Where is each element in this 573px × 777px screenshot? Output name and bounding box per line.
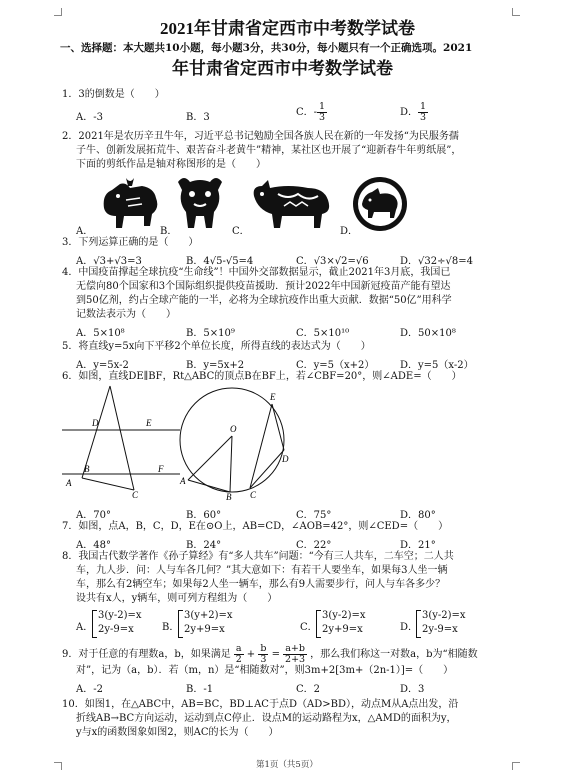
crop-mark-bottom-right bbox=[512, 762, 520, 770]
question-5-stem: 5．将直线y=5x向下平移2个单位长度，所得直线的表达式为（ ） bbox=[62, 341, 371, 352]
crop-mark-top-right bbox=[512, 8, 520, 16]
question-6-stem: 6．如图，直线DE∥BF，Rt△ABC的顶点B在BF上，若∠CBF=20°，则∠ADE=（ ） bbox=[62, 371, 462, 382]
question-8-line2: 车，九人步．问：人与车各几何？”其大意如下：有若干人要坐车，如果每3人坐一辆 bbox=[76, 565, 448, 576]
q1-option-d: D． $\frac{1}{3}$ bbox=[400, 101, 427, 123]
q2-option-d: D． bbox=[340, 226, 359, 237]
q9-option-b: B．-1 bbox=[186, 684, 214, 695]
question-8-line1: 8．我国古代数学著作《孙子算经》有“多人共车”问题：“今有三人共车，二车空；二人共 bbox=[62, 551, 454, 562]
q8-option-d-eq1: 3(y-2)=x bbox=[422, 610, 466, 621]
question-3-stem: 3．下列运算正确的是（ ） bbox=[62, 237, 199, 248]
question-9-line2: 对”，记为（a，b）．若（m，n）是“相随数对”，则3m+2[3m+（2n-1）]=（ ） bbox=[76, 665, 454, 676]
page-footer: 第1页（共5页） bbox=[256, 760, 318, 770]
q4-option-b: B．5×10⁹ bbox=[186, 328, 235, 339]
question-10-line3: y与x的函数图象如图2，则AC的长为（ ） bbox=[76, 727, 279, 738]
papercut-ox-d-image bbox=[352, 176, 408, 232]
label-d7: D bbox=[282, 454, 289, 464]
q7-option-c: C．22° bbox=[296, 540, 332, 551]
q8-option-b-eq1: 3(y+2)=x bbox=[184, 610, 233, 621]
segment-ob bbox=[230, 436, 232, 492]
q6-option-a: A．70° bbox=[76, 510, 111, 521]
q3-option-d: D．√32÷√8=4 bbox=[400, 256, 473, 267]
question-9-line1: 9．对于任意的有理数a，b，如果满足 $\frac{a}{2}$ + $\frac{b}{3}$ = $\frac{a+b}{2+3}$ ，那么我们称这一对数a，b为“相随数 bbox=[62, 643, 478, 665]
q5-option-b: B．y=5x+2 bbox=[186, 360, 245, 371]
label-f: F bbox=[158, 464, 164, 474]
label-a7: A bbox=[180, 476, 186, 486]
q6-option-d: D．80° bbox=[400, 510, 436, 521]
q8-option-a-label: A． bbox=[76, 622, 94, 633]
q3-option-b: B．4√5-√5=4 bbox=[186, 256, 254, 267]
question-10-line2: 折线AB→BC方向运动，运动到点C停止．设点M的运动路程为x，△AMD的面积为y， bbox=[76, 713, 457, 724]
papercut-ox-a-image bbox=[96, 174, 164, 230]
papercut-ox-c-image bbox=[248, 176, 334, 230]
q8-option-b-brace bbox=[178, 610, 183, 638]
question-2-line1: 2．2021年是农历辛丑牛年，习近平总书记勉励全国各族人民在新的一年发扬“为民服务孺 bbox=[62, 131, 459, 142]
page-title: 2021年甘肃省定西市中考数学试卷 bbox=[160, 19, 415, 38]
segment-oa bbox=[188, 436, 232, 480]
segment-bc bbox=[82, 478, 134, 490]
section-heading bbox=[60, 40, 472, 55]
q8-option-d-brace bbox=[416, 610, 421, 638]
q5-option-a: A．y=5x-2 bbox=[76, 360, 129, 371]
q7-option-b: B．24° bbox=[186, 540, 222, 551]
q5-option-c: C．y=5（x+2） bbox=[296, 360, 375, 371]
q5-option-d: D．y=5（x-2） bbox=[400, 360, 474, 371]
q1-option-a: A．-3 bbox=[76, 112, 103, 123]
question-4-line3: 到50亿剂，约占全球产能的一半，必将为全球抗疫作出重大贡献．数据“50亿”用科学 bbox=[76, 295, 452, 306]
q8-option-a-eq1: 3(y-2)=x bbox=[98, 610, 142, 621]
q6-figure bbox=[62, 384, 182, 500]
label-o: O bbox=[230, 424, 237, 434]
q8-option-d-eq2: 2y-9=x bbox=[422, 624, 458, 635]
page-title-repeat: 年甘肃省定西市中考数学试卷 bbox=[172, 59, 393, 78]
segment-ab2 bbox=[188, 480, 230, 492]
q1-option-c: C．- $\frac{1}{3}$ bbox=[296, 101, 326, 123]
question-8-line3: 车，那么有2辆空车；如果每2人坐一辆车，那么有9人需要步行，问人与车各多少？ bbox=[76, 579, 446, 590]
section-text: 一、选择题：本大题共10小题，每小题3分，共30分，每小题只有一个正确选项。2021 bbox=[60, 42, 473, 54]
q9-option-a: A．-2 bbox=[76, 684, 103, 695]
label-d: D bbox=[92, 418, 99, 428]
question-4-line2: 无偿向80个国家和3个国际组织提供疫苗援助．预计2022年中国新冠疫苗产能有望达 bbox=[76, 281, 451, 292]
q7-figure bbox=[174, 384, 290, 502]
label-b: B bbox=[84, 464, 90, 474]
label-b7: B bbox=[226, 492, 232, 502]
q1-option-b: B．3 bbox=[186, 112, 210, 123]
q6-option-b: B．60° bbox=[186, 510, 222, 521]
q8-option-c-label: C． bbox=[300, 622, 318, 633]
q8-option-a-eq2: 2y-9=x bbox=[98, 624, 134, 635]
q4-option-a: A．5×10⁸ bbox=[76, 328, 125, 339]
question-4-line4: 记数法表示为（ ） bbox=[76, 309, 176, 320]
crop-mark-bottom-left bbox=[54, 762, 62, 770]
q8-option-c-brace bbox=[316, 610, 321, 638]
question-7-stem: 7．如图，点A，B，C，D，E在⊙O上，AB=CD，∠AOB=42°，则∠CED=（ ） bbox=[62, 521, 449, 532]
question-2-line3: 下面的剪纸作品是轴对称图形的是（ ） bbox=[76, 159, 266, 170]
q8-option-b-eq2: 2y+9=x bbox=[184, 624, 225, 635]
question-2-line2: 子牛、创新发展拓荒牛、艰苦奋斗老黄牛”精神，某社区也开展了“迎新春牛年剪纸展”， bbox=[76, 145, 462, 156]
q2-option-c: C． bbox=[232, 226, 250, 237]
q8-option-c-eq1: 3(y-2)=x bbox=[322, 610, 366, 621]
q2-option-b: B． bbox=[160, 226, 178, 237]
question-8-line4: 设共有x人，y辆车，则可列方程组为（ ） bbox=[76, 593, 278, 604]
q3-option-a: A．√3+√3=3 bbox=[76, 256, 142, 267]
q6-option-c: C．75° bbox=[296, 510, 332, 521]
q9-option-c: C．2 bbox=[296, 684, 321, 695]
question-10-line1: 10．如图1，在△ABC中，AB=BC，BD⊥AC于点D（AD>BD），动点M从A点出发，沿 bbox=[62, 699, 459, 710]
q4-option-d: D．50×10⁸ bbox=[400, 328, 456, 339]
q8-option-c-eq2: 2y+9=x bbox=[322, 624, 363, 635]
papercut-ox-b-image bbox=[174, 172, 226, 232]
q9-option-d: D．3 bbox=[400, 684, 425, 695]
crop-mark-top-left bbox=[54, 8, 62, 16]
q8-option-b-label: B． bbox=[162, 622, 180, 633]
label-e7: E bbox=[270, 392, 276, 402]
q7-option-a: A．48° bbox=[76, 540, 111, 551]
q2-option-a: A． bbox=[76, 226, 94, 237]
q8-option-a-brace bbox=[92, 610, 97, 638]
label-e: E bbox=[146, 418, 152, 428]
label-c7: C bbox=[250, 490, 257, 500]
q3-option-c: C．√3×√2=√6 bbox=[296, 256, 369, 267]
q4-option-c: C．5×10¹⁰ bbox=[296, 328, 350, 339]
q8-option-d-label: D． bbox=[400, 622, 419, 633]
q7-option-d: D．21° bbox=[400, 540, 436, 551]
question-1-stem: 1．3的倒数是（ ） bbox=[62, 89, 165, 100]
label-a: A bbox=[66, 478, 72, 488]
question-4-line1: 4．中国疫苗撑起全球抗疫“生命线”！中国外交部数据显示，截止2021年3月底，我国已 bbox=[62, 267, 451, 278]
label-c: C bbox=[132, 490, 139, 500]
